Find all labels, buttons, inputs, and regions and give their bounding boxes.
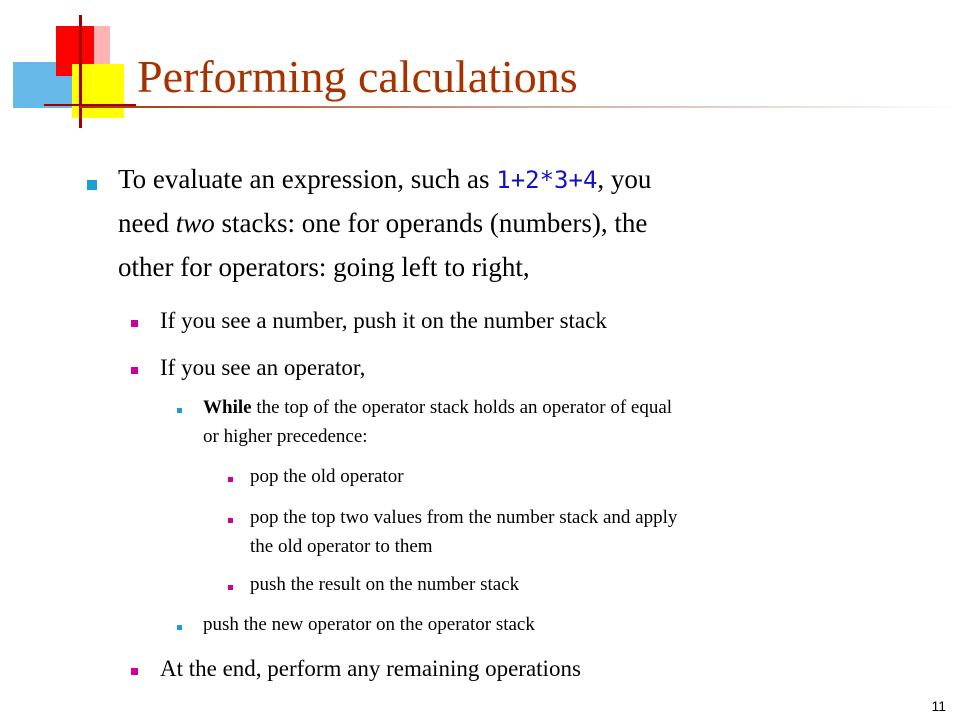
- page-number: 11: [931, 698, 946, 714]
- logo-vertical-line: [79, 15, 82, 128]
- text: , you: [597, 164, 652, 194]
- bullet-number-push: If you see a number, push it on the number stack: [160, 308, 607, 333]
- bullet-level-1: [87, 180, 97, 190]
- bullet-level-2: [131, 668, 138, 675]
- bullet-level-4: [228, 477, 233, 482]
- emphasis: two: [175, 208, 215, 238]
- bullet-while-line-1: [203, 397, 672, 419]
- keyword-while: While: [203, 397, 252, 418]
- bullet-1-line-1: [118, 164, 651, 195]
- bullet-1-line-3: other for operators: going left to right,: [118, 252, 530, 282]
- bullet-push-new-operator: push the new operator on the operator stack: [203, 614, 535, 635]
- bullet-level-2: [131, 367, 138, 374]
- bullet-pop-values-line-1: pop the top two values from the number stack and apply: [250, 507, 678, 528]
- bullet-pop-operator: pop the old operator: [250, 466, 404, 487]
- bullet-1-line-2: [118, 208, 647, 239]
- bullet-at-the-end: At the end, perform any remaining operations: [160, 656, 581, 681]
- text: To evaluate an expression, such as: [118, 164, 497, 194]
- bullet-level-4: [228, 585, 233, 590]
- decorative-squares-logo: [0, 0, 140, 140]
- slide-title: Performing calculations: [137, 51, 578, 102]
- bullet-level-2: [131, 320, 138, 327]
- title-underline: [80, 106, 960, 108]
- bullet-operator: If you see an operator,: [160, 355, 366, 380]
- bullet-level-4: [228, 518, 233, 523]
- bullet-push-result: push the result on the number stack: [250, 574, 520, 595]
- bullet-while-line-2: or higher precedence:: [203, 426, 368, 447]
- bullet-level-3: [177, 625, 182, 630]
- code-expression: 1+2*3+4: [496, 166, 598, 194]
- bullet-level-3: [177, 408, 182, 413]
- bullet-pop-values-line-2: the old operator to them: [250, 536, 433, 557]
- text: need: [118, 208, 176, 238]
- text: stacks: one for operands (numbers), the: [214, 208, 648, 238]
- text: the top of the operator stack holds an operator of equal: [251, 397, 673, 418]
